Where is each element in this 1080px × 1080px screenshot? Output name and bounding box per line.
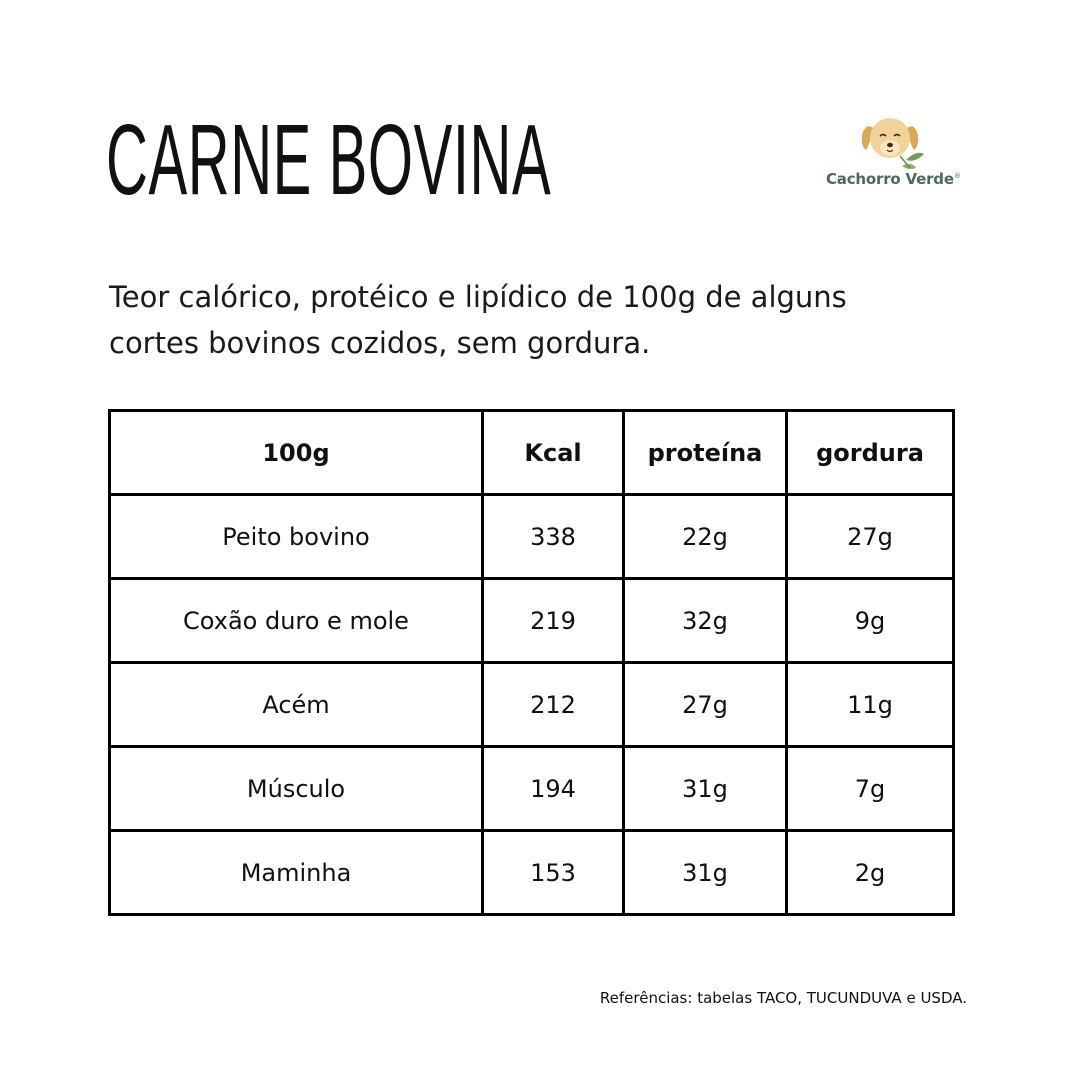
column-header-protein: proteína (624, 411, 787, 495)
cut-name-cell: Maminha (110, 831, 483, 915)
column-header-portion: 100g (110, 411, 483, 495)
protein-cell: 22g (624, 495, 787, 579)
page-subtitle: Teor calórico, protéico e lipídico de 100g de alguns cortes bovinos cozidos, sem gordura. (109, 280, 847, 360)
cut-name-cell: Peito bovino (110, 495, 483, 579)
column-header-kcal: Kcal (483, 411, 624, 495)
table-row (110, 495, 954, 579)
table-row (110, 747, 954, 831)
protein-cell: 32g (624, 579, 787, 663)
references-note: Referências: tabelas TACO, TUCUNDUVA e USDA. (599, 989, 967, 1007)
page-title: CARNE BOVINA (106, 104, 552, 216)
brand-name: Cachorro Verde® (826, 170, 961, 188)
cut-name-cell: Músculo (110, 747, 483, 831)
column-header-fat: gordura (787, 411, 954, 495)
kcal-cell: 194 (483, 747, 624, 831)
fat-cell: 11g (787, 663, 954, 747)
fat-cell: 27g (787, 495, 954, 579)
table-row (110, 663, 954, 747)
fat-cell: 7g (787, 747, 954, 831)
dog-mascot-icon (858, 112, 930, 174)
nutrition-table (108, 409, 955, 916)
protein-cell: 31g (624, 831, 787, 915)
kcal-cell: 338 (483, 495, 624, 579)
kcal-cell: 212 (483, 663, 624, 747)
brand-logo (824, 112, 969, 192)
table-header-row (110, 411, 954, 495)
kcal-cell: 219 (483, 579, 624, 663)
cut-name-cell: Coxão duro e mole (110, 579, 483, 663)
cut-name-cell: Acém (110, 663, 483, 747)
protein-cell: 27g (624, 663, 787, 747)
fat-cell: 9g (787, 579, 954, 663)
protein-cell: 31g (624, 747, 787, 831)
kcal-cell: 153 (483, 831, 624, 915)
fat-cell: 2g (787, 831, 954, 915)
table-row (110, 831, 954, 915)
table-row (110, 579, 954, 663)
